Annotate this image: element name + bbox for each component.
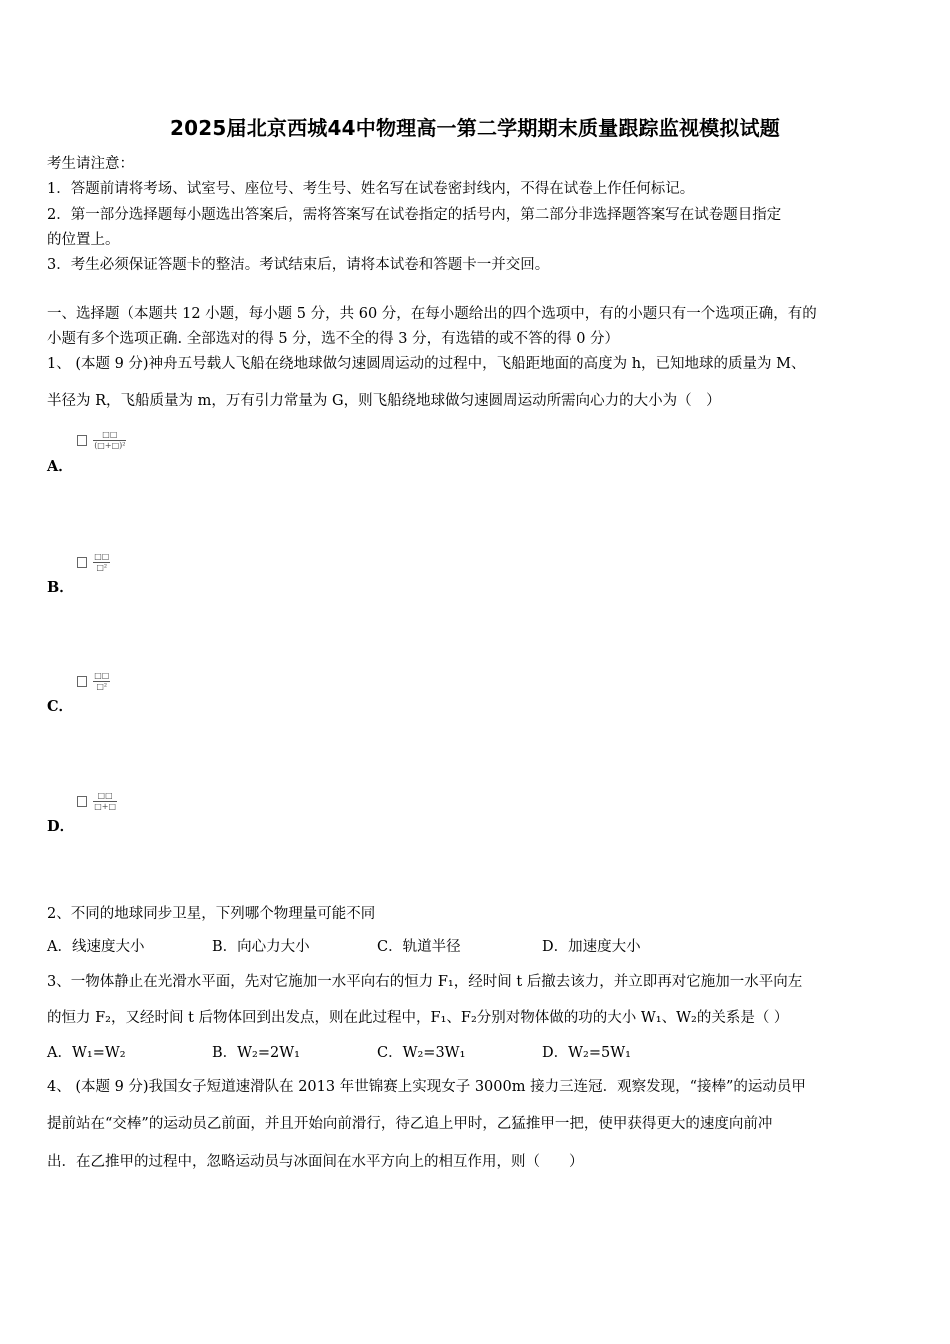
- section1-intro-line1: 一、选择题（本题共 12 小题，每小题 5 分，共 60 分，在每小题给出的四个选项中，有的小题只有一个选项正确，有的: [47, 306, 817, 322]
- section1-intro-line2: 小题有多个选项正确. 全部选对的得 5 分，选不全的得 3 分，有选错的或不答的得 0 分）: [47, 331, 620, 347]
- formula-numerator: □□: [93, 430, 126, 441]
- q1-option-c-formula: [77, 671, 110, 692]
- q2-option-d: D．加速度大小: [542, 939, 641, 955]
- q1-option-d-label: D．: [47, 818, 75, 835]
- q1-option-a-formula: [77, 430, 126, 451]
- formula-numerator: □□: [94, 671, 110, 680]
- q1-option-c-label: C．: [47, 698, 74, 715]
- q3-option-a: A．W₁=W₂: [47, 1045, 126, 1061]
- page-title: 2025届北京西城44中物理高一第二学期期末质量跟踪监视模拟试题: [170, 116, 780, 140]
- formula-numerator: □□: [93, 791, 117, 802]
- notice-item-3: 3．考生必须保证答题卡的整洁。考试结束后，请将本试卷和答题卡一并交回。: [47, 257, 550, 273]
- q3-option-b: B．W₂=2W₁: [212, 1045, 300, 1061]
- formula-numerator: □□: [94, 552, 110, 561]
- notice-item-2: 2．第一部分选择题每小题选出答案后，需将答案写在试卷指定的括号内，第二部分非选择题答案写在试卷题目指定: [47, 207, 782, 223]
- q2-option-b: B．向心力大小: [212, 939, 310, 955]
- q1-option-a-label: A．: [47, 458, 73, 475]
- q3-option-c: C．W₂=3W₁: [377, 1045, 466, 1061]
- placeholder-glyph-icon: [77, 435, 87, 446]
- q2-option-c: C．轨道半径: [377, 939, 461, 955]
- formula-denominator: □²: [96, 563, 108, 572]
- q3-stem-line1: 3、一物体静止在光滑水平面，先对它施加一水平向右的恒力 F₁，经时间 t 后撤去该力，并立即再对它施加一水平向左: [47, 974, 803, 990]
- q4-stem-line3: 出．在乙推甲的过程中，忽略运动员与冰面间在水平方向上的相互作用，则（ ）: [47, 1154, 584, 1170]
- placeholder-glyph-icon: [77, 557, 87, 568]
- q1-stem-line2: 半径为 R，飞船质量为 m，万有引力常量为 G，则飞船绕地球做匀速圆周运动所需向心力的大小为（ ）: [47, 393, 721, 409]
- q3-stem-line2: 的恒力 F₂，又经时间 t 后物体回到出发点，则在此过程中，F₁、F₂分别对物体做的功的大小 W₁、W₂的关系是（ ）: [47, 1010, 789, 1026]
- q2-option-a: A．线速度大小: [47, 939, 145, 955]
- formula-denominator: □+□: [94, 802, 117, 811]
- notice-item-2-cont: 的位置上。: [47, 232, 120, 248]
- q4-stem-line2: 提前站在“交棒”的运动员乙前面，并且开始向前滑行，待乙追上甲时，乙猛推甲一把，使甲获得更大的速度向前冲: [47, 1116, 773, 1132]
- q3-option-d: D．W₂=5W₁: [542, 1045, 631, 1061]
- placeholder-glyph-icon: [77, 796, 87, 807]
- q2-stem: 2、不同的地球同步卫星，下列哪个物理量可能不同: [47, 906, 376, 922]
- notice-heading: 考生请注意：: [47, 156, 134, 172]
- formula-denominator: (□+□)²: [94, 441, 126, 450]
- q1-option-d-formula: [77, 791, 117, 812]
- q4-stem-line1: 4、 (本题 9 分)我国女子短道速滑队在 2013 年世锦赛上实现女子 3000m 接力三连冠．观察发现，“接棒”的运动员甲: [47, 1079, 806, 1095]
- q1-option-b-label: B．: [47, 579, 74, 596]
- q1-stem-line1: 1、 (本题 9 分)神舟五号载人飞船在绕地球做匀速圆周运动的过程中，飞船距地面的高度为 h，已知地球的质量为 M、: [47, 356, 806, 372]
- notice-item-1: 1．答题前请将考场、试室号、座位号、考生号、姓名写在试卷密封线内，不得在试卷上作任何标记。: [47, 181, 695, 197]
- placeholder-glyph-icon: [77, 676, 87, 687]
- formula-denominator: □²: [96, 682, 108, 691]
- q1-option-b-formula: [77, 552, 110, 573]
